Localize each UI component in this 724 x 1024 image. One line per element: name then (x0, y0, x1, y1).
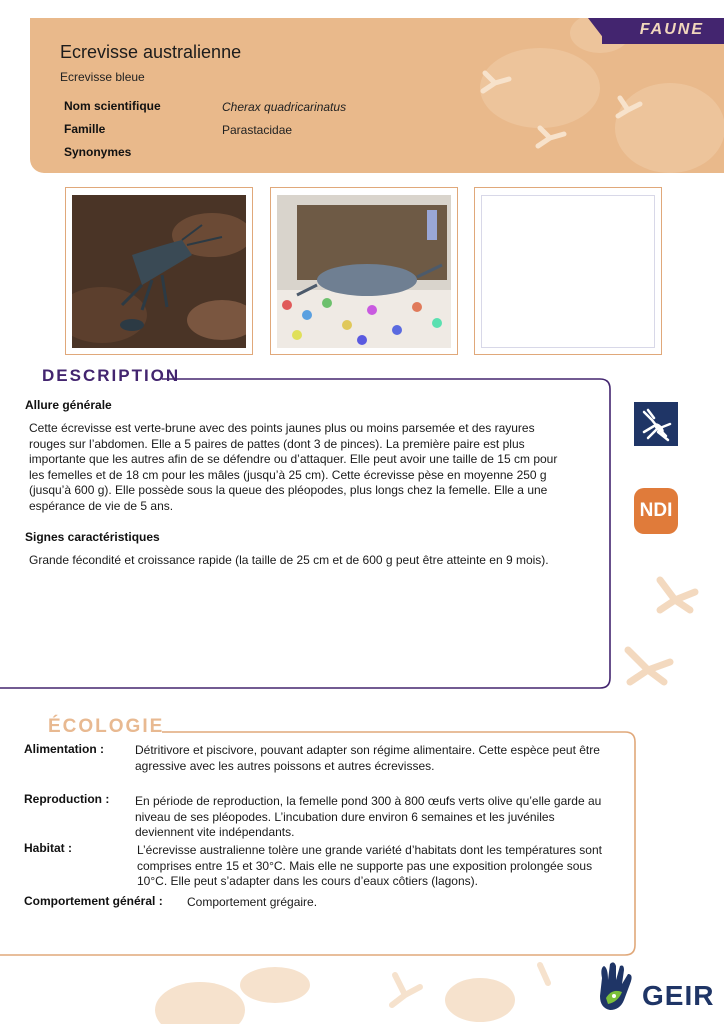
family-label: Famille (64, 122, 106, 136)
reproduction-line: En période de reproduction, la femelle pond 300 à 800 œufs verts olive qu’elle garde au (135, 794, 602, 808)
reproduction-label: Reproduction : (24, 792, 110, 806)
alimentation-text (135, 743, 615, 774)
tab-corner (588, 18, 608, 44)
category-tab-label: FAUNE (639, 21, 704, 38)
habitat-line: 10°C. Elle peut s’adapter dans les cours d’eaux côtiers (lagons). (137, 874, 478, 889)
general-line: (jusqu’à 600 g). Elle possède sous la queue des pléopodes, plus longs chez la femelle. Elle a une (29, 483, 548, 498)
ecology-heading: ÉCOLOGIE (48, 716, 165, 737)
general-appearance-text (29, 421, 589, 515)
general-line: Cette écrevisse est verte-brune avec des points jaunes plus ou moins parsemée et des rayures (29, 421, 535, 435)
crayfish-photo-1 (72, 195, 246, 348)
characteristic-signs-text: Grande fécondité et croissance rapide (la taille de 25 cm et de 600 g peut être atteinte en 9 mois). (29, 553, 549, 567)
general-line: importante que les autres afin de se défendre ou d’attaquer. Elle peut avoir une taille de 15 cm pour (29, 452, 558, 467)
species-title: Ecrevisse australienne (60, 42, 242, 62)
crayfish-icon (634, 402, 678, 446)
empty-photo-slot (481, 195, 655, 348)
characteristic-signs-label: Signes caractéristiques (25, 530, 160, 544)
general-behaviour-label: Comportement général : (24, 894, 163, 908)
photo-frame-1 (65, 187, 253, 355)
reproduction-line: deviennent vite indépendants. (135, 825, 295, 840)
habitat-line: comprises entre 15 et 30°C. Mais elle ne supporte pas une exposition prolongée sous (137, 858, 593, 873)
photo-frame-2 (270, 187, 458, 355)
habitat-label: Habitat : (24, 841, 72, 855)
alimentation-line: Détritivore et piscivore, pouvant adapter son régime alimentaire. Cette espèce peut être (135, 743, 600, 757)
photo-frame-3 (474, 187, 662, 355)
species-common-name: Ecrevisse bleue (60, 70, 145, 84)
geir-logo-text: GEIR (642, 980, 715, 1011)
general-behaviour-text: Comportement grégaire. (187, 895, 318, 909)
footprint-decoration (620, 570, 724, 700)
habitat-text (137, 843, 617, 890)
general-line: les femelles et de 18 cm pour les mâles (jusqu’à 25 cm). Cette écrevisse pèse en moyenne 250 g (29, 467, 547, 482)
alimentation-line: agressive avec les autres poissons et autres écrevisses. (135, 758, 435, 773)
crayfish-silhouette-icon (634, 402, 678, 446)
description-heading: DESCRIPTION (42, 366, 181, 385)
general-appearance-label: Allure générale (25, 398, 112, 412)
scientific-name-label: Nom scientifique (64, 99, 161, 113)
ndi-badge: NDI (634, 488, 678, 534)
general-line: espérance de vie de 5 ans. (29, 498, 174, 513)
reproduction-line: niveau de ses pléopodes. L’incubation dure environ 6 semaines et les juvéniles (135, 809, 555, 824)
hand-lizard-icon (594, 958, 638, 1014)
crayfish-image-1 (72, 195, 246, 348)
crayfish-image-2 (277, 195, 451, 348)
alimentation-label: Alimentation : (24, 742, 104, 756)
general-line: rouges sur l’abdomen. Elle a 5 paires de pattes (dont 3 de pinces). La première paire est plus (29, 436, 525, 451)
geir-logo-icon (594, 958, 638, 1014)
synonyms-label: Synonymes (64, 145, 132, 159)
family-value: Parastacidae (222, 123, 293, 137)
scientific-name-value: Cherax quadricarinatus (222, 100, 347, 114)
reproduction-text (135, 794, 615, 841)
crayfish-photo-2 (277, 195, 451, 348)
habitat-line: L’écrevisse australienne tolère une grande variété d’habitats dont les températures sont (137, 843, 602, 857)
